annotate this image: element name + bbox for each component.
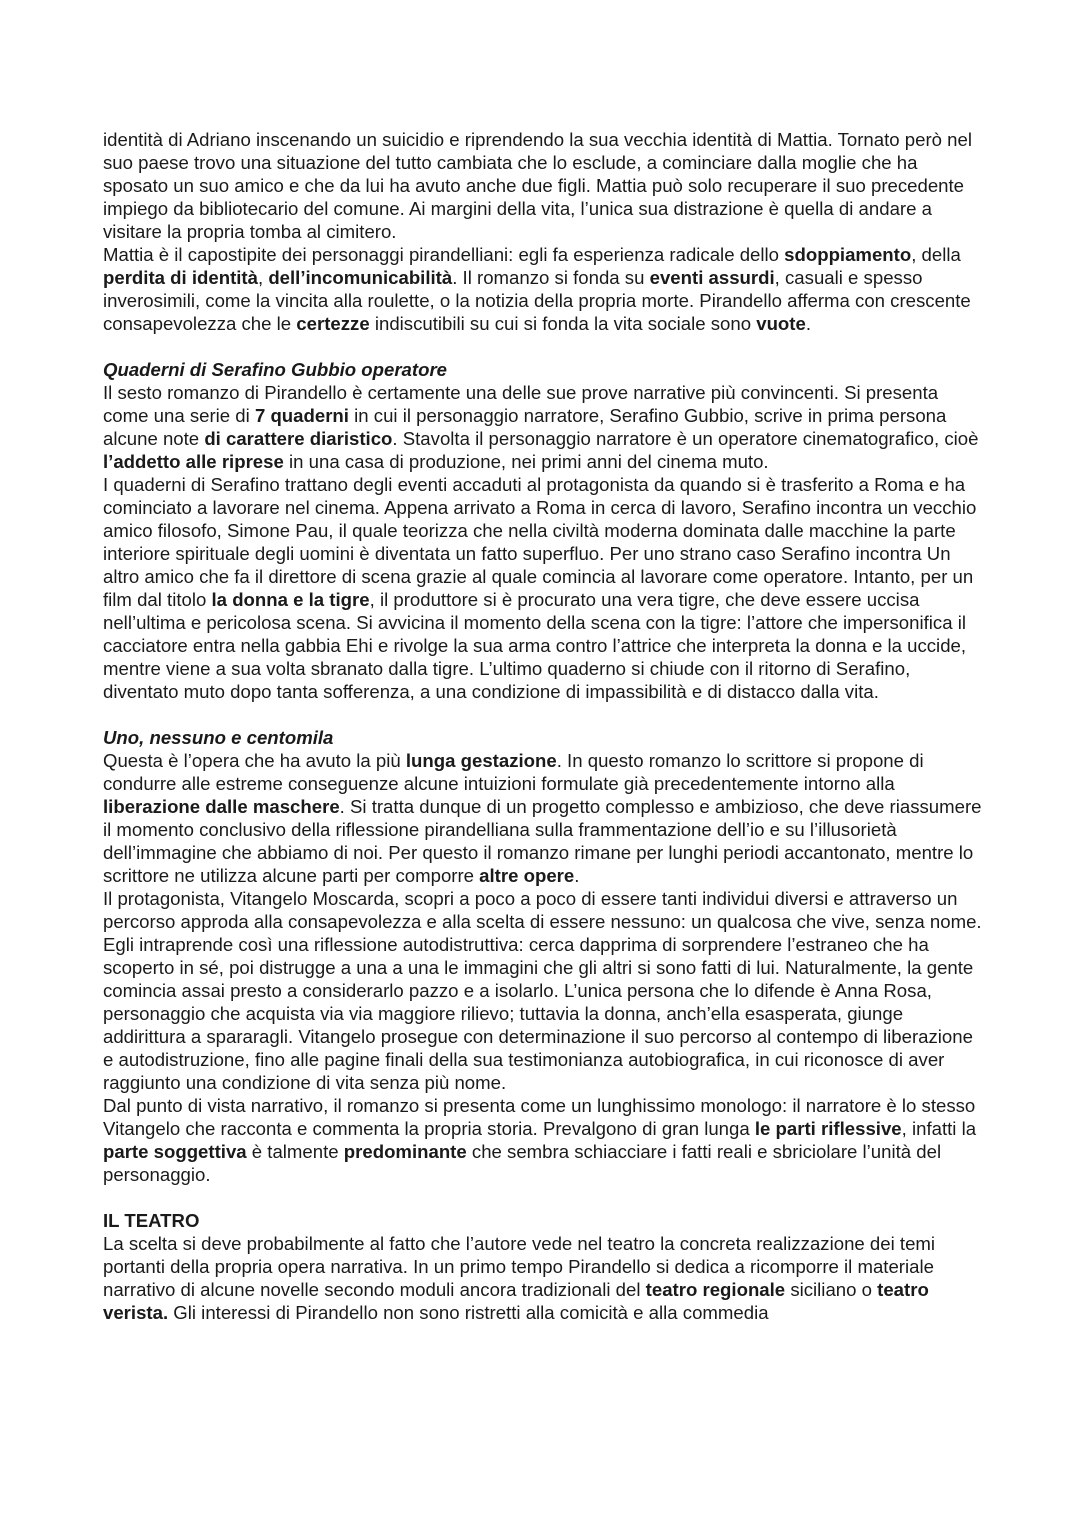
bold-text: 7 quaderni: [254, 405, 349, 426]
text-run: che sembra schiacciare i fatti reali e sbriciolare l’unità del personaggio.: [103, 1141, 942, 1185]
text-run: . In questo romanzo lo scrittore si propone di condurre alle estreme conseguenze alcune intuizioni formulate già precedentemente intorno alla: [103, 750, 924, 794]
bold-text: predominante: [343, 1141, 467, 1162]
bold-text: eventi assurdi: [649, 267, 775, 288]
text-run: Questa è l’opera che ha avuto la più: [103, 750, 406, 771]
text-run: , il produttore si è procurato una vera tigre, che deve essere uccisa nell’ultima e pericolosa scena. Si avvicina il momento della scena con la tigre: l’attore che impersonifica il cacciatore entra nella gabbia Ehi e rivolge la sua arma contro l’attrice che interpreta la donna e la uccide, mentre viene a sua volta sbranato dalla tigre. L’ultimo quaderno si chiude con il ritorno di Serafino, diventato muto dopo tanta sofferenza, a una condizione di impassibilità e di distacco dalla vita.: [103, 589, 967, 702]
text-run: .: [805, 313, 811, 334]
bold-text: la donna e la tigre: [211, 589, 370, 610]
bold-text: certezze: [296, 313, 370, 334]
paragraph-gap: [103, 335, 983, 358]
bold-text: lunga gestazione: [405, 750, 557, 771]
bold-text: l’addetto alle riprese: [103, 451, 284, 472]
paragraph: [103, 243, 983, 335]
text-run: I quaderni di Serafino trattano degli eventi accaduti al protagonista da quando si è trasferito a Roma e ha cominciato a lavorare nel cinema. Appena arrivato a Roma in cerca di lavoro, Serafino incontra un vecchio amico filosofo, Simone Pau, il quale teorizza che nella civiltà moderna dominata dalle macchine la parte interiore spirituale degli uomini è diventata un fatto superfluo. Per uno strano caso Serafino incontra Un altro amico che fa il direttore di scena grazie al quale comincia al lavorare come operatore. Intanto, per un film dal titolo: [103, 474, 977, 610]
text-run: Mattia è il capostipite dei personaggi pirandelliani: egli fa esperienza radicale dello: [103, 244, 785, 265]
text-run: , infatti la: [901, 1118, 977, 1139]
text-run: è talmente: [246, 1141, 344, 1162]
text-run: in cui il personaggio narratore, Serafino Gubbio, scrive in prima persona alcune note: [103, 405, 947, 449]
text-run: in una casa di produzione, nei primi anni del cinema muto.: [283, 451, 769, 472]
text-run: .: [574, 865, 580, 886]
paragraph: [103, 128, 983, 243]
text-run: , casuali e spesso inverosimili, come la vincita alla roulette, o la notizia della propria morte. Pirandello afferma con crescente consapevolezza che le: [103, 267, 971, 334]
bold-text: di carattere diaristico: [204, 428, 393, 449]
text-run: siciliano o: [785, 1279, 878, 1300]
text-run: indiscutibili su cui si fonda la vita sociale sono: [369, 313, 757, 334]
bold-text: liberazione dalle maschere: [103, 796, 340, 817]
document-page: [103, 128, 983, 1324]
bold-text: dell’incomunicabilità: [268, 267, 453, 288]
paragraph: [103, 1094, 983, 1186]
paragraph: [103, 1232, 983, 1324]
section-heading: IL TEATRO: [103, 1210, 200, 1231]
text-run: . Il romanzo si fonda su: [452, 267, 650, 288]
text-run: Dal punto di vista narrativo, il romanzo si presenta come un lunghissimo monologo: il narratore è lo stesso Vitangelo che racconta e commenta la propria storia. Prevalgono di gran lunga: [103, 1095, 976, 1139]
text-run: , della: [911, 244, 961, 265]
bold-text: perdita di identità: [103, 267, 258, 288]
paragraph: [103, 381, 983, 473]
bold-text: vuote: [756, 313, 806, 334]
bold-text: le parti riflessive: [754, 1118, 902, 1139]
section-heading: Uno, nessuno e centomila: [103, 727, 334, 748]
text-run: Il protagonista, Vitangelo Moscarda, scopri a poco a poco di essere tanti individui diversi e attraverso un percorso approda alla consapevolezza e alla scelta di essere nessuno: un qualcosa che vive, senza nome. Egli intraprende così una riflessione autodistruttiva: cerca dapprima di sorprendere l’estraneo che ha scoperto in sé, poi distrugge a una a una le immagini che gli altri si sono fatti di lui. Naturalmente, la gente comincia assai presto a considerarlo pazzo e a isolarlo. L’unica persona che lo difende è Anna Rosa, personaggio che acquista via via maggiore rilievo; tuttavia la donna, anch’ella esasperata, giunge addirittura a spararagli. Vitangelo prosegue con determinazione il suo percorso al contempo di liberazione e autodistruzione, fino alle pagine finali della sua testimonianza autobiografica, in cui riconosce di aver raggiunto una condizione di vita senza più nome.: [103, 888, 982, 1093]
text-run: . Si tratta dunque di un progetto complesso e ambizioso, che deve riassumere il momento conclusivo della riflessione pirandelliana sulla frammentazione dell’io e su l’illusorietà dell’immagine che abbiamo di noi. Per questo il romanzo rimane per lunghi periodi accantonato, mentre lo scrittore ne utilizza alcune parti per comporre: [103, 796, 982, 886]
bold-text: teatro regionale: [645, 1279, 786, 1300]
bold-text: parte soggettiva: [103, 1141, 247, 1162]
paragraph-gap: [103, 1186, 983, 1209]
paragraph: [103, 749, 983, 887]
text-run: identità di Adriano inscenando un suicidio e riprendendo la sua vecchia identità di Mattia. Tornato però nel suo paese trovo una situazione del tutto cambiata che lo esclude, a cominciare dalla moglie che ha sposato un suo amico e che da lui ha avuto anche due figli. Mattia può solo recuperare il suo precedente impiego da bibliotecario del comune. Ai margini della vita, l’unica sua distrazione è quella di andare a visitare la propria tomba al cimitero.: [103, 129, 972, 242]
bold-text: teatro verista.: [103, 1279, 929, 1323]
text-run: La scelta si deve probabilmente al fatto che l’autore vede nel teatro la concreta realizzazione dei temi portanti della propria opera narrativa. In un primo tempo Pirandello si dedica a ricomporre il materiale narrativo di alcune novelle secondo moduli ancora tradizionali del: [103, 1233, 936, 1300]
text-run: ,: [257, 267, 269, 288]
bold-text: altre opere: [479, 865, 575, 886]
paragraph: [103, 887, 983, 1094]
section-heading: Quaderni di Serafino Gubbio operatore: [103, 359, 448, 380]
text-run: . Stavolta il personaggio narratore è un operatore cinematografico, cioè: [392, 428, 979, 449]
text-run: Il sesto romanzo di Pirandello è certamente una delle sue prove narrative più convincenti. Si presenta come una serie di: [103, 382, 939, 426]
paragraph-gap: [103, 703, 983, 726]
bold-text: sdoppiamento: [784, 244, 912, 265]
paragraph: [103, 473, 983, 703]
text-run: Gli interessi di Pirandello non sono ristretti alla comicità e alla commedia: [168, 1302, 769, 1323]
